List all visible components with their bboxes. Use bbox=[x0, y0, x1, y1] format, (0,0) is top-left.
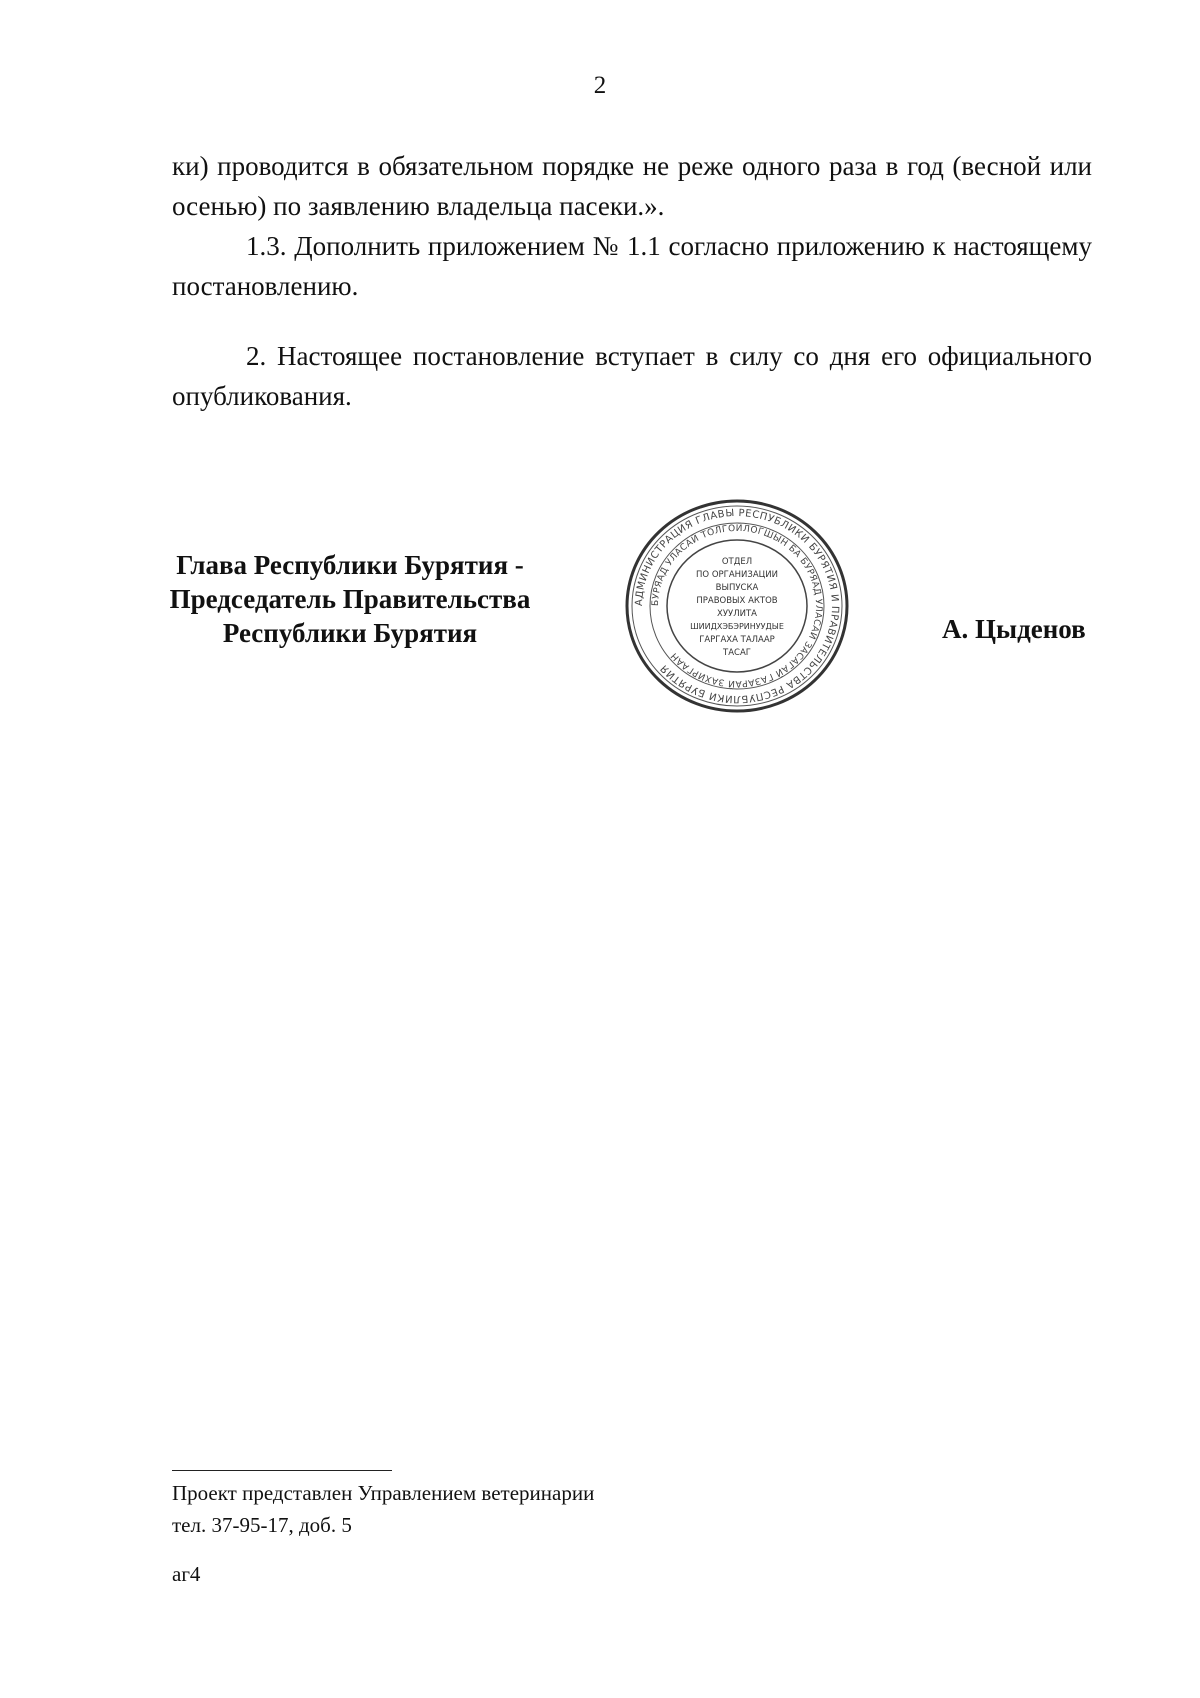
seal-center-line: ХУУЛИТА bbox=[717, 609, 757, 619]
body-paragraph-1-3: 1.3. Дополнить приложением № 1.1 согласно приложению к настоящему постановлению. bbox=[172, 231, 1092, 301]
seal-outer-ring-text: АДМИНИСТРАЦИЯ ГЛАВЫ РЕСПУБЛИКИ БУРЯТИЯ И ПРАВИТЕЛЬСТВА РЕСПУБЛИКИ БУРЯТИЯ bbox=[633, 507, 841, 705]
seal-center-line: ПРАВОВЫХ АКТОВ bbox=[696, 596, 778, 606]
signatory-title-line: Председатель Правительства bbox=[169, 584, 531, 614]
signatory-title-line: Республики Бурятия bbox=[222, 618, 478, 648]
seal-center-line: ВЫПУСКА bbox=[715, 583, 759, 593]
signatory-title bbox=[150, 548, 550, 650]
seal-center-line: ШИИДХЭБЭРИНУУДЫЕ bbox=[690, 622, 784, 631]
seal-center-line: ОТДЕЛ bbox=[721, 557, 753, 567]
signatory-name: А. Цыденов bbox=[942, 614, 1086, 644]
footnote bbox=[172, 1477, 594, 1541]
body-paragraph-2: 2. Настоящее постановление вступает в силу со дня его официального опубликования. bbox=[172, 341, 1092, 411]
seal-center-line: ГАРГАХА ТАЛААР bbox=[699, 635, 775, 645]
page-number: 2 bbox=[593, 72, 607, 99]
footnote-line: тел. 37-95-17, доб. 5 bbox=[172, 1513, 352, 1537]
seal-center-line: ПО ОРГАНИЗАЦИИ bbox=[696, 570, 778, 580]
signatory-title-line: Глава Республики Бурятия - bbox=[176, 550, 524, 580]
seal-inner-ring-text: БУРЯАД УЛАСАЙ ТОЛГОЙЛОГШЫН БА БУРЯАД УЛАСАЙ ЗАСАГАЙ ГАЗАРАЙ ЗАХИРГААН bbox=[650, 523, 824, 689]
footnote-divider bbox=[172, 1470, 392, 1471]
official-seal bbox=[624, 498, 850, 714]
document-code: аг4 bbox=[172, 1562, 201, 1586]
body-paragraph-continuation: ки) проводится в обязательном порядке не реже одного раза в год (весной или осенью) по заявлению владельца пасеки.». bbox=[172, 151, 1092, 221]
footnote-line: Проект представлен Управлением ветеринарии bbox=[172, 1481, 595, 1505]
seal-center-line: ТАСАГ bbox=[723, 648, 751, 658]
